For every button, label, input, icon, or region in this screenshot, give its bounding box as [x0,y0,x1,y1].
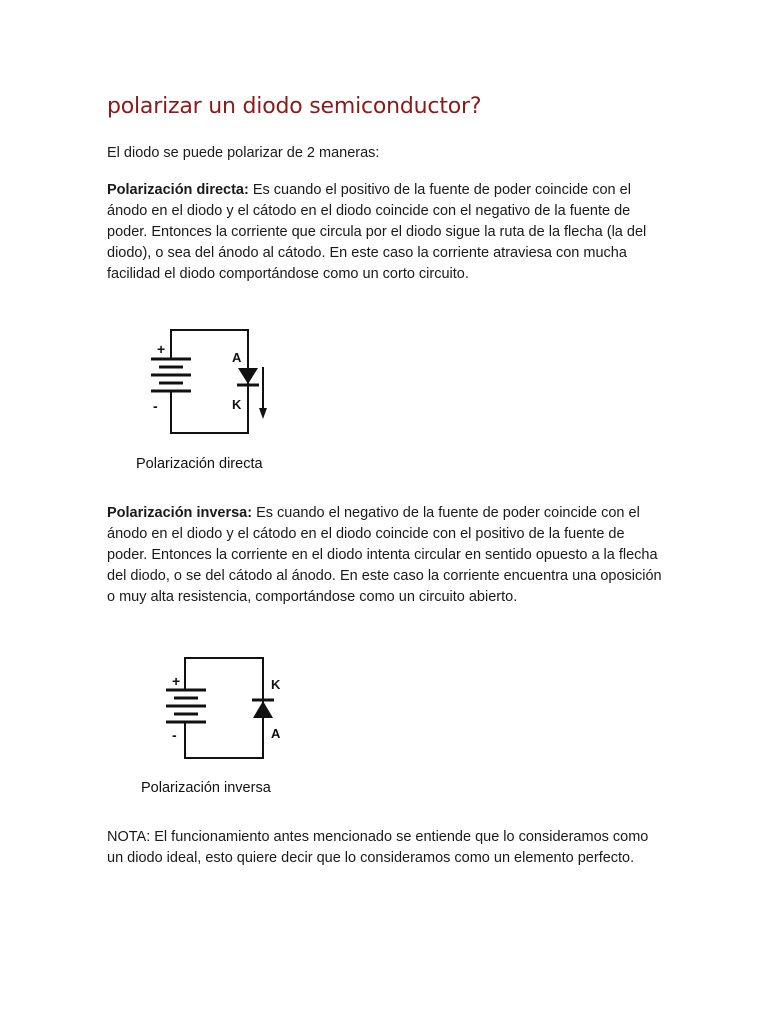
nota-paragraph: NOTA: El funcionamiento antes mencionado se entiende que lo consideramos como un diodo ideal, esto quiere decir que lo consideramos como un elemento perfecto. [107,829,649,866]
inversa-paragraph [107,503,662,608]
directa-text: Es cuando el positivo de la fuente de poder coincide con el ánodo en el diodo y el cátodo en el diodo coincide con el negativo de la fuente de poder. Entonces la corriente que circula por el diodo sigue la ruta de la flecha (la del diodo), o sea del ánodo al cátodo. En este caso la corriente atraviesa con mucha facilidad el diodo comportándose como un corto circuito. [107,182,647,282]
terminal-label-k: K [232,397,242,412]
current-arrow-head [259,408,267,419]
circuit-diagram-inversa [134,650,304,775]
directa-paragraph [107,180,662,285]
inversa-text: Es cuando el negativo de la fuente de poder coincide con el ánodo en el diodo y el cátodo en el diodo coincide con el positivo de la fuente de poder. Entonces la corriente en el diodo intenta circular en sentido opuesto a la flecha del diodo, o se del cátodo al ánodo. En este caso la corriente encuentra una oposición o muy alta resistencia, comportándose como un circuito abierto. [107,505,662,605]
battery-plus-sign: + [172,673,181,689]
directa-label: Polarización directa: [107,182,249,198]
battery-minus-sign: - [172,727,177,743]
figure-caption-directa: Polarización directa [136,456,263,472]
battery-plus-sign: + [157,341,166,357]
page-title: polarizar un diodo semiconductor? [107,94,482,119]
battery-minus-sign: - [153,398,158,414]
terminal-label-a: A [232,350,242,365]
circuit-diagram-directa [130,322,300,452]
circuit-wire [185,658,263,758]
terminal-label-k: K [271,677,281,692]
terminal-label-a: A [271,726,281,741]
diode-triangle [238,368,258,384]
inversa-label: Polarización inversa: [107,505,253,521]
diode-triangle [253,701,273,718]
figure-caption-inversa: Polarización inversa [141,780,271,796]
figure-polarizacion-inversa [134,650,304,800]
figure-polarizacion-directa [130,322,300,477]
intro-paragraph: El diodo se puede polarizar de 2 maneras: [107,145,380,161]
